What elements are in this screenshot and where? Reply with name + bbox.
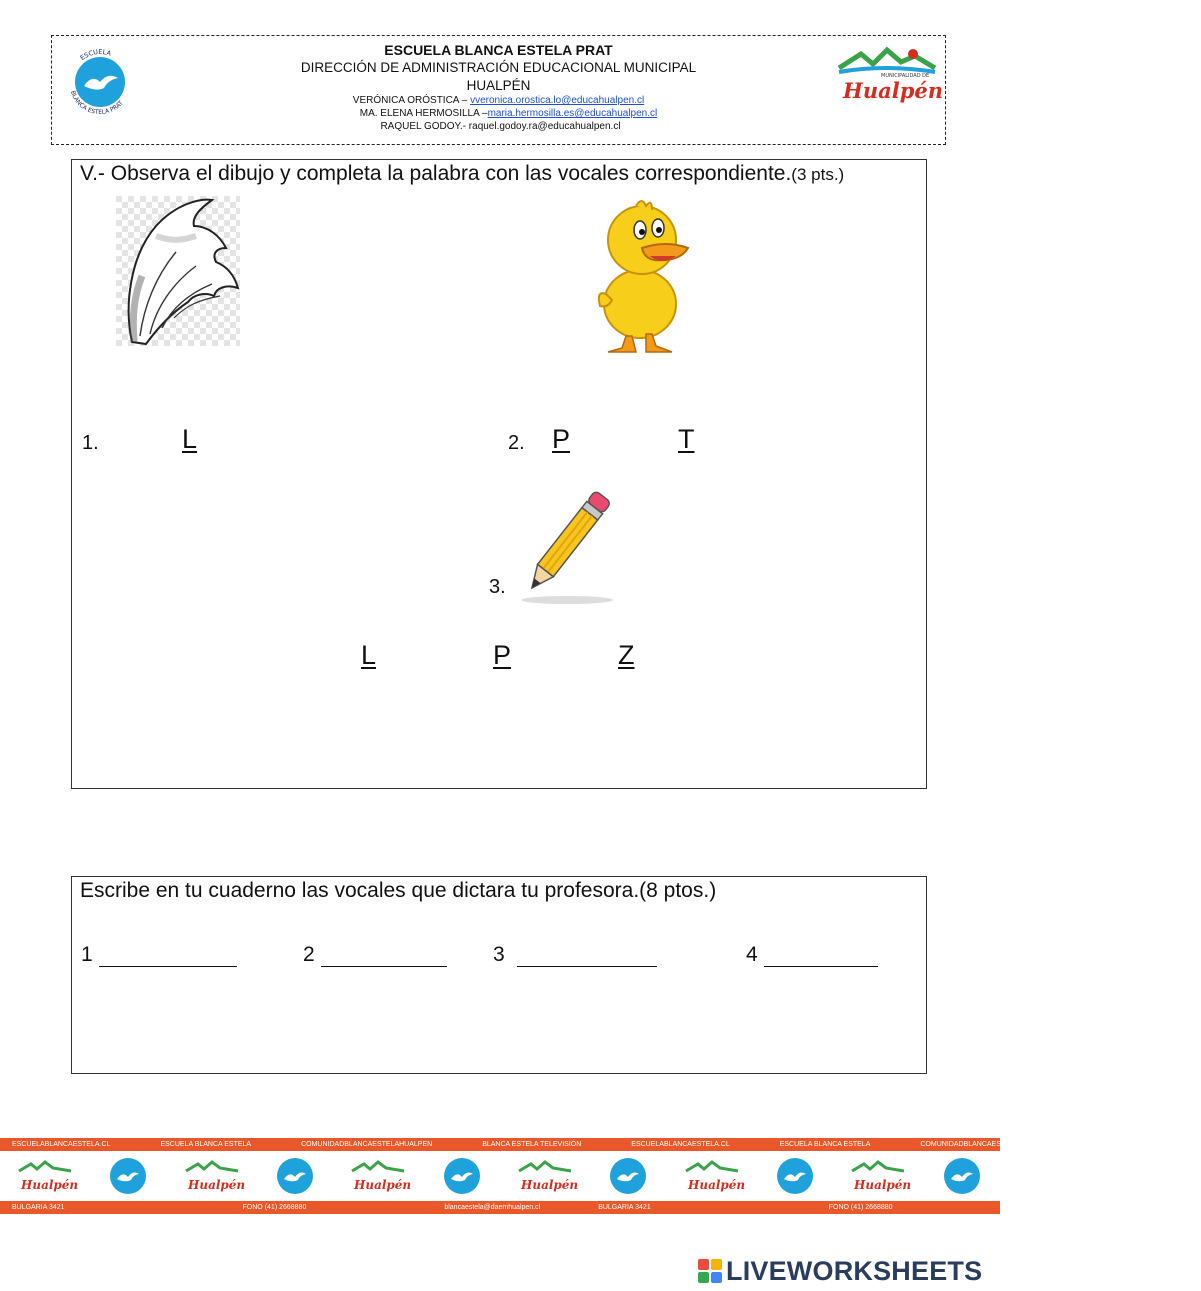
letterhead [51, 35, 946, 145]
school-logo [274, 1155, 316, 1197]
svg-text:Hualpén: Hualpén [187, 1178, 245, 1192]
wing-image [116, 196, 240, 346]
municipality-logo [350, 1159, 412, 1193]
school-logo [62, 42, 138, 118]
email-link[interactable]: vveronica.orostica.lo@educahualpen.cl [470, 95, 645, 106]
letter-blank-z[interactable]: Z [618, 640, 635, 670]
contact-line: RAQUEL GODOY.- raquel.godoy.ra@educahualpen.cl [380, 121, 621, 132]
letter-blank-t[interactable]: T [678, 424, 695, 454]
answer-blank[interactable]: 3 [493, 943, 657, 967]
school-logo [441, 1155, 483, 1197]
municipality-logo [684, 1159, 745, 1193]
pencil-image [517, 480, 617, 606]
city-name: HUALPÉN [466, 78, 531, 93]
school-banner [0, 1138, 1201, 1214]
exercise-title: Escribe en tu cuaderno las vocales que dictara tu profesora.(8 ptos.) [80, 879, 717, 902]
exercise-title: V.- Observa el dibujo y completa la palabra con las vocales correspondiente.(3 pts.) [80, 162, 845, 185]
email-text: raquel.godoy.ra@educahualpen.cl [468, 121, 621, 132]
municipality-logo [835, 42, 944, 104]
letter-blank-l[interactable]: L [361, 640, 377, 670]
item-number: 2. [508, 432, 525, 454]
duck-image [596, 196, 692, 354]
svg-text:MUNICIPALIDAD DE: MUNICIPALIDAD DE [881, 73, 930, 79]
municipality-logo [517, 1159, 579, 1193]
social-ticker: ESCUELABLANCAESTELA.CL ESCUELA BLANCA ESTELA COMUNIDADBLANCAESTELAHUALPEN BLANCA ESTELA TELEVISIÓN ESCUELABLANCAESTELA.CL ESCUELA BLANCA ESTELA COMUNIDADBLANCAESTELAHUALPEN BLANCA ESTELA TELEVISIÓN [0, 1138, 1000, 1151]
contact-line: VERÓNICA ORÓSTICA – vveronica.orostica.lo@educahualpen.cl [352, 95, 645, 106]
school-name: ESCUELA BLANCA ESTELA PRAT [384, 42, 613, 58]
school-logo [774, 1155, 816, 1197]
item-number: 3. [489, 576, 506, 598]
exercise-dictation [71, 876, 927, 1074]
item-number: 1. [82, 432, 99, 454]
answer-blank[interactable]: 4 [746, 943, 878, 967]
svg-text:ESCUELA: ESCUELA [78, 47, 113, 62]
answer-blank[interactable]: 1 [81, 943, 237, 967]
svg-text:Hualpén: Hualpén [354, 1178, 412, 1192]
svg-text:Hualpén: Hualpén [687, 1178, 745, 1192]
administration-name: DIRECCIÓN DE ADMINISTRACIÓN EDUCACIONAL MUNICIPAL [300, 60, 697, 75]
svg-text:Hualpén: Hualpén [854, 1178, 912, 1192]
letter-blank-p[interactable]: P [493, 640, 512, 670]
liveworksheets-brand [698, 1253, 982, 1289]
school-logo [107, 1155, 149, 1197]
svg-text:BLANCA ESTELA PRAT: BLANCA ESTELA PRAT [68, 89, 125, 117]
svg-text:Hualpén: Hualpén [521, 1178, 579, 1192]
school-logo [941, 1155, 983, 1197]
answer-blank[interactable]: 2 [303, 943, 447, 967]
contact-ticker: BULGARIA 3421 FONO (41) 2668880 blancaestela@daemhualpen.cl BULGARIA 3421 FONO (41) 2668880 blancaestela@daemhualpen.cl [0, 1201, 1000, 1214]
contact-line: MA. ELENA HERMOSILLA –maria.hermosilla.es@educahualpen.cl [359, 108, 658, 119]
letter-blank-l[interactable]: L [182, 424, 198, 454]
svg-text:Hualpén: Hualpén [843, 78, 944, 103]
exercise-vowels-images [71, 159, 927, 789]
letter-blank-p[interactable]: P [552, 424, 571, 454]
liveworksheets-wordmark: LIVEWORKSHEETS [726, 1255, 983, 1286]
school-logo [607, 1155, 649, 1197]
svg-text:Hualpén: Hualpén [21, 1178, 79, 1192]
municipality-logo [850, 1159, 912, 1193]
logo-strip [0, 1152, 1000, 1200]
municipality-logo [17, 1159, 79, 1193]
municipality-logo [184, 1159, 245, 1193]
liveworksheets-logo-icon [698, 1259, 722, 1283]
email-link[interactable]: maria.hermosilla.es@educahualpen.cl [487, 108, 658, 119]
